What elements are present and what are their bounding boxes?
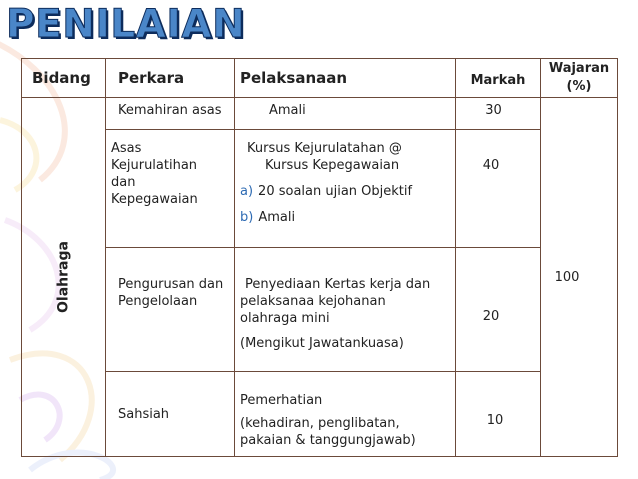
pelaksanaan-line: Kursus Kepegawaian bbox=[265, 158, 400, 173]
markah-value: 40 bbox=[482, 158, 500, 173]
perkara-text: Kemahiran asas bbox=[118, 103, 222, 118]
markah-value: 30 bbox=[485, 103, 502, 118]
perkara-line: dan bbox=[111, 175, 136, 190]
perkara-text: Sahsiah bbox=[118, 407, 170, 422]
pelaksanaan-line: Pemerhatian bbox=[240, 393, 323, 408]
pelaksanaan-line: pakaian & tanggungjawab) bbox=[240, 433, 416, 448]
table-row bbox=[22, 98, 618, 130]
list-item bbox=[240, 209, 455, 226]
assessment-table-container bbox=[21, 58, 617, 456]
pelaksanaan-cell bbox=[235, 130, 456, 248]
markah-value: 10 bbox=[486, 413, 504, 428]
table-row bbox=[22, 248, 618, 372]
wajaran-value: 100 bbox=[554, 269, 580, 285]
header-markah: Markah bbox=[456, 59, 541, 98]
pelaksanaan-text: Amali bbox=[269, 103, 306, 118]
perkara-cell bbox=[106, 98, 235, 130]
list-item-text: 20 soalan ujian Objektif bbox=[258, 184, 413, 199]
wajaran-cell bbox=[541, 98, 618, 457]
pelaksanaan-line: olahraga mini bbox=[240, 311, 330, 326]
assessment-table bbox=[21, 58, 618, 457]
bidang-cell bbox=[22, 98, 106, 457]
perkara-line: Pengelolaan bbox=[118, 294, 198, 309]
pelaksanaan-note: (Mengikut Jawatankuasa) bbox=[240, 336, 404, 351]
table-row bbox=[22, 372, 618, 457]
list-item-letter: a) bbox=[240, 184, 254, 199]
pelaksanaan-line: Penyediaan Kertas kerja dan bbox=[245, 277, 431, 292]
pelaksanaan-cell bbox=[235, 98, 456, 130]
header-bidang: Bidang bbox=[22, 59, 106, 98]
markah-cell bbox=[456, 248, 541, 372]
markah-value: 20 bbox=[482, 309, 500, 324]
perkara-line: Kejurulatihan bbox=[111, 158, 198, 173]
perkara-line: Pengurusan dan bbox=[118, 277, 224, 292]
list-item bbox=[240, 183, 455, 200]
perkara-cell bbox=[106, 372, 235, 457]
header-perkara: Perkara bbox=[106, 59, 235, 98]
bidang-value: Olahraga bbox=[55, 241, 71, 313]
pelaksanaan-line: pelaksanaa kejohanan bbox=[240, 294, 386, 309]
perkara-line: Asas bbox=[111, 141, 142, 156]
markah-cell bbox=[456, 130, 541, 248]
table-row bbox=[22, 130, 618, 248]
header-wajaran-line1: Wajaran bbox=[548, 61, 610, 76]
pelaksanaan-cell bbox=[235, 372, 456, 457]
header-wajaran bbox=[541, 59, 618, 98]
markah-cell bbox=[456, 98, 541, 130]
markah-cell bbox=[456, 372, 541, 457]
page-title: PENILAIAN bbox=[6, 2, 246, 47]
pelaksanaan-line: Kursus Kejurulatahan @ bbox=[247, 141, 402, 156]
table-header-row bbox=[22, 59, 618, 98]
perkara-cell bbox=[106, 248, 235, 372]
perkara-cell bbox=[106, 130, 235, 248]
list-item-text: Amali bbox=[258, 210, 296, 225]
list-item-letter: b) bbox=[240, 210, 254, 225]
pelaksanaan-line: (kehadiran, penglibatan, bbox=[240, 416, 400, 431]
header-wajaran-line2: (%) bbox=[566, 79, 592, 94]
header-pelaksanaan: Pelaksanaan bbox=[235, 59, 456, 98]
perkara-line: Kepegawaian bbox=[111, 192, 198, 207]
pelaksanaan-cell bbox=[235, 248, 456, 372]
